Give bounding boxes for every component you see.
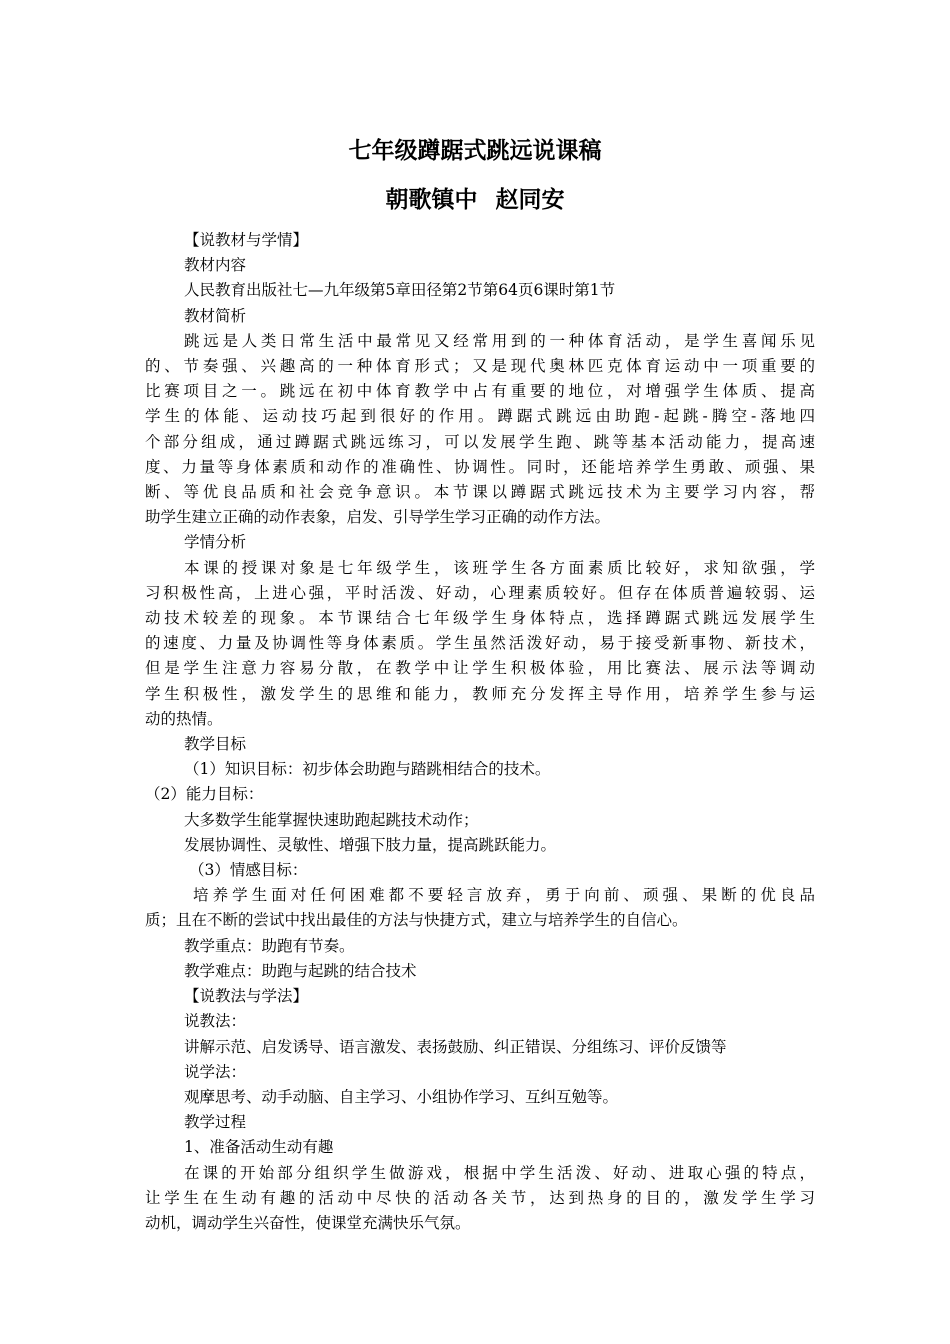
document-body (145, 228, 815, 1236)
paragraph-line: 度、力量等身体素质和动作的准确性、协调性。同时，还能培养学生勇敢、顽强、果 (145, 457, 815, 476)
paragraph-line: 动机，调动学生兴奋性，使课堂充满快乐气氛。 (145, 1213, 471, 1232)
subheading: 教学目标 (184, 735, 247, 754)
paragraph-line: 让学生在生动有趣的活动中尽快的活动各关节，达到热身的目的，激发学生学习 (145, 1188, 815, 1207)
paragraph-line: 培养学生面对任何困难都不要轻言放弃，勇于向前、顽强、果断的优良品 (193, 886, 815, 905)
paragraph-line: 本课的授课对象是七年级学生，该班学生各方面素质比较好，求知欲强，学 (184, 558, 815, 577)
paragraph-line: 比赛项目之一。跳远在初中体育教学中占有重要的地位，对增强学生体质、提高 (145, 382, 815, 401)
subheading: 教学过程 (184, 1113, 247, 1132)
paragraph-line: 教学重点：助跑有节奏。 (184, 936, 355, 955)
paragraph-line: 人民教育出版社七—九年级第5章田径第2节第64页6课时第1节 (184, 281, 616, 300)
paragraph-line: 发展协调性、灵敏性、增强下肢力量，提高跳跃能力。 (184, 835, 557, 854)
paragraph-line: 教学难点：助跑与起跳的结合技术 (184, 961, 417, 980)
author-line: 朝歌镇中 赵同安 (385, 187, 565, 213)
list-item: （3）情感目标： (189, 861, 308, 880)
subheading: 教材内容 (184, 256, 247, 275)
subheading: 说学法： (184, 1062, 247, 1081)
paragraph-line: 动的热情。 (145, 709, 223, 728)
paragraph-line: 个部分组成，通过蹲踞式跳远练习，可以发展学生跑、跳等基本活动能力，提高速 (145, 432, 815, 451)
paragraph-line: 跳远是人类日常生活中最常见又经常用到的一种体育活动，是学生喜闻乐见 (184, 331, 815, 350)
subheading: 说教法： (184, 1012, 247, 1031)
paragraph-line: 学生积极性，激发学生的思维和能力，教师充分发挥主导作用，培养学生参与运 (145, 684, 815, 703)
paragraph-line: 质；且在不断的尝试中找出最佳的方法与快捷方式，建立与培养学生的自信心。 (145, 911, 688, 930)
paragraph-line: 习积极性高，上进心强，平时活泼、好动，心理素质较好。但存在体质普遍较弱、运 (145, 583, 815, 602)
paragraph-line: 断、等优良品质和社会竞争意识。本节课以蹲踞式跳远技术为主要学习内容，帮 (145, 483, 815, 502)
paragraph-line: 动技术较差的现象。本节课结合七年级学生身体特点，选择蹲踞式跳远发展学生 (145, 609, 815, 628)
subheading: 学情分析 (184, 533, 247, 552)
paragraph-line: 助学生建立正确的动作表象，启发、引导学生学习正确的动作方法。 (145, 508, 611, 527)
paragraph-line: 在课的开始部分组织学生做游戏，根据中学生活泼、好动、进取心强的特点， (184, 1163, 815, 1182)
list-item: （1）知识目标：初步体会助跑与踏跳相结合的技术。 (184, 760, 551, 779)
paragraph-line: 学生的体能、运动技巧起到很好的作用。蹲踞式跳远由助跑-起跳-腾空-落地四 (145, 407, 815, 426)
document-title: 七年级蹲踞式跳远说课稿 (348, 138, 602, 164)
list-item: （2）能力目标： (145, 785, 264, 804)
paragraph-line: 观摩思考、动手动脑、自主学习、小组协作学习、互纠互勉等。 (184, 1087, 619, 1106)
paragraph-line: 大多数学生能掌握快速助跑起跳技术动作； (184, 810, 479, 829)
section-heading: 【说教材与学情】 (184, 231, 309, 249)
paragraph-line: 的、节奏强、兴趣高的一种体育形式；又是现代奥林匹克体育运动中一项重要的 (145, 357, 815, 376)
paragraph-line: 的速度、力量及协调性等身体素质。学生虽然活泼好动，易于接受新事物、新技术， (145, 634, 815, 653)
paragraph-line: 讲解示范、启发诱导、语言激发、表扬鼓励、纠正错误、分组练习、评价反馈等 (184, 1037, 727, 1056)
section-heading: 【说教法与学法】 (184, 987, 309, 1006)
subheading: 1、准备活动生动有趣 (184, 1138, 334, 1157)
subheading: 教材简析 (184, 306, 247, 325)
paragraph-line: 但是学生注意力容易分散，在教学中让学生积极体验，用比赛法、展示法等调动 (145, 659, 815, 678)
